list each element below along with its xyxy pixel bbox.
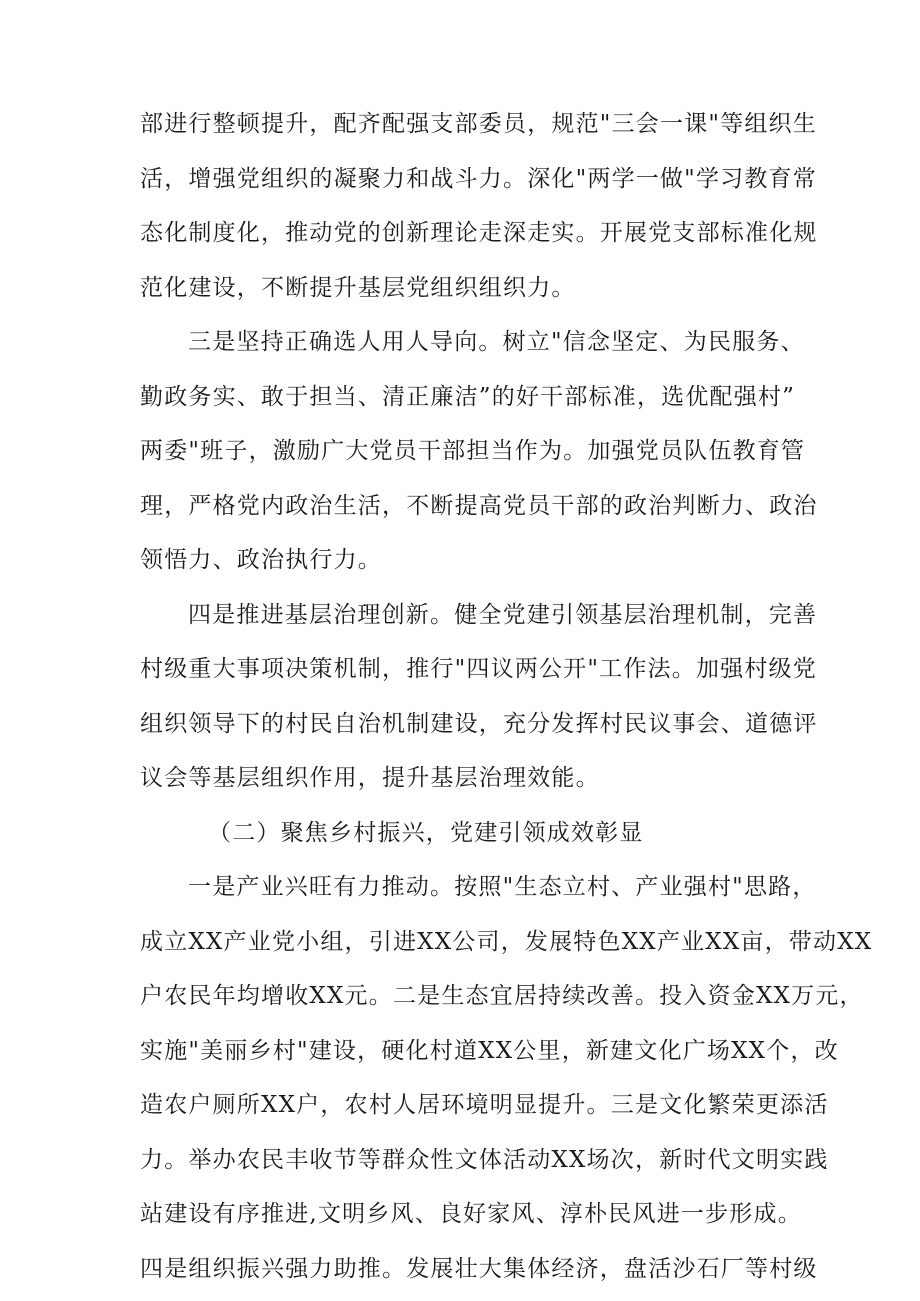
text-line: 四是组织振兴强力助推。发展壮大集体经济，盘活沙石厂等村级 [140,1255,818,1282]
text-line: 活，增强党组织的凝聚力和战斗力。深化"两学一做"学习教育常 [140,165,817,192]
text-line: 村级重大事项决策机制，推行"四议两公开"工作法。加强村级党 [140,656,817,682]
section-heading: （二）聚焦乡村振兴，党建引领成效彰显 [208,819,644,846]
text-line: 户农民年均增收XX元。二是生态宜居持续改善。投入资金XX万元， [140,983,864,1009]
text-line: 三是坚持正确选人用人导向。树立"信念坚定、为民服务、 [188,329,805,355]
text-line: 理，严格党内政治生活，不断提高党员干部的政治判断力、政治 [140,492,818,519]
text-line: 站建设有序推进,文明乡风、良好家风、淳朴民风进一步形成。 [140,1201,802,1227]
text-line: 力。举办农民丰收节等群众性文体活动XX场次，新时代文明实践 [140,1146,829,1173]
text-line: 勤政务实、敢于担当、清正廉洁”的好干部标准，选优配强村” [140,383,796,410]
text-line: 成立XX产业党小组，引进XX公司，发展特色XX产业XX亩，带动XX [140,928,873,955]
text-line: 两委"班子，激励广大党员干部担当作为。加强党员队伍教育管 [140,438,806,464]
body-text [140,97,873,1296]
text-line: 造农户厕所XX户，农村人居环境明显提升。三是文化繁荣更添活 [140,1092,829,1118]
text-line: 一是产业兴旺有力推动。按照"生态立村、产业强村"思路， [188,874,817,900]
text-line: 领悟力、政治执行力。 [140,547,382,573]
text-line: 态化制度化，推动党的创新理论走深走实。开展党支部标准化规 [140,220,818,246]
text-line: 组织领导下的村民自治机制建设，充分发挥村民议事会、道德评 [140,710,818,737]
text-line: 部进行整顿提升，配齐配强支部委员，规范"三会一课"等组织生 [140,111,817,137]
text-line: 实施"美丽乡村"建设，硬化村道XX公里，新建文化广场XX个，改 [140,1037,839,1064]
text-line: 四是推进基层治理创新。健全党建引领基层治理机制，完善 [188,601,818,628]
text-line: 范化建设，不断提升基层党组织组织力。 [140,274,576,301]
text-line: 议会等基层组织作用，提升基层治理效能。 [140,765,600,791]
